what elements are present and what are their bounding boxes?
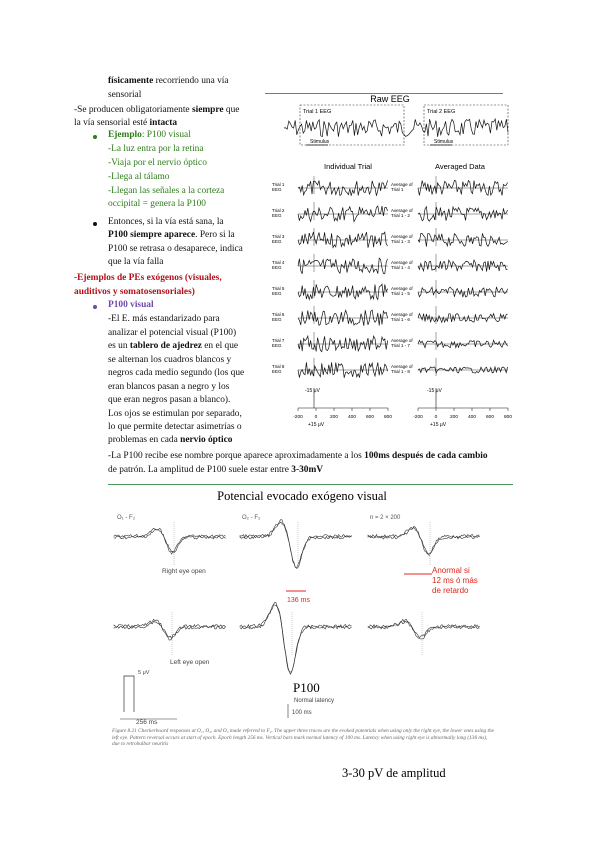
average-row-label: Trial 1 - 4 [391, 265, 410, 270]
vep-trace [240, 605, 352, 675]
p100-label: P100 visual [108, 300, 154, 310]
trial-row-label: EEG [272, 343, 282, 348]
average-row-label: Average of [391, 260, 413, 265]
trial-row-label: EEG [272, 369, 282, 374]
text-line: negros cada medio segundo (los que [108, 368, 245, 378]
average-row-label: Trial 1 - 2 [391, 213, 410, 218]
vep-trace [114, 621, 226, 640]
average-row-label: Average of [391, 208, 413, 213]
trial-row-label: Trial 4 [272, 260, 285, 265]
trial-row-label: Trial 7 [272, 338, 285, 343]
text-line: P100 siempre aparece. Pero si la [108, 230, 235, 240]
text-line: lo que permite detectar asimetrías o [108, 422, 242, 432]
scale-bottom-label: +15 μV [308, 422, 325, 428]
vep-trace [114, 528, 226, 552]
x-tick-label: 800 [503, 415, 513, 420]
trial-row-label: Trial 5 [272, 286, 285, 291]
eeg-title: Raw EEG [370, 94, 410, 104]
vep-figure [112, 486, 502, 788]
text-line: analizar el potencial visual (P100) [108, 328, 237, 338]
right-eye-label: Right eye open [162, 568, 206, 575]
average-row-label: Trial 1 - 3 [391, 239, 410, 244]
vep-trace [368, 527, 480, 555]
text-line: -Se producen obligatoriamente siempre que [74, 105, 240, 115]
text-line: problemas en cada nervio óptico [108, 435, 233, 445]
step-line: -Llega al tálamo [108, 172, 170, 182]
divider [108, 484, 513, 485]
x-tick-label: -200 [413, 415, 423, 420]
raw-eeg-trace [284, 119, 508, 137]
section-heading: auditivos y somatosensoriales) [74, 287, 195, 297]
average-row-label: Trial 1 - 8 [391, 369, 410, 374]
trial-row-label: EEG [272, 265, 282, 270]
x-tick-label: -200 [293, 415, 303, 420]
text-line: eran blancos pasan a negro y los [108, 382, 230, 392]
figure-caption: Figure 8.21 Checkerboard responses at O₁, O₂, and O₃ made referred to F₂. The upper three traces are the evoked potentials when using only the right eye, the lower ones using the left eye. Pattern reversal occurs at start of epoch. Epoch length 256 ms. Vertical bars mark normal latency of 100 ms. Latency when using right eye is abnormally long (136 ms), due to retrobulbar neuritis [112, 728, 495, 748]
section-heading: -Ejemplos de PEs exógenos (visuales, [74, 273, 222, 283]
step-line: -Llegan las señales a la corteza [108, 186, 225, 196]
text-line: -El E. más estandarizado para [108, 314, 220, 324]
calibration-pulse [124, 676, 134, 712]
x-tick-label: 200 [449, 415, 459, 420]
stimulus-label: Stimulus [434, 139, 454, 145]
average-row-label: Average of [391, 234, 413, 239]
bullet-icon [93, 305, 97, 309]
stimulus-label: Stimulus [310, 139, 330, 145]
vep-trace [368, 528, 480, 556]
average-row-label: Average of [391, 286, 413, 291]
trial-row-label: Trial 1 [272, 182, 285, 187]
ms136-label: 136 ms [287, 597, 310, 604]
bullet-icon [93, 222, 97, 226]
step-line: -La luz entra por la retina [108, 144, 204, 154]
trial-row-label: EEG [272, 239, 282, 244]
average-row-label: Trial 1 [391, 187, 404, 192]
text-line: Entonces, si la vía está sana, la [108, 217, 224, 227]
text-line: la vía sensorial esté intacta [74, 118, 178, 128]
trial1-label: Trial 1 EEG [303, 109, 332, 115]
text-line: sensorial [108, 90, 142, 100]
ms100-label: 100 ms [292, 710, 312, 716]
text-line: que la vía falla [108, 257, 164, 267]
p100-marker-label: P100 [293, 680, 320, 695]
trial-row-label: Trial 8 [272, 364, 285, 369]
bullet-icon [93, 135, 97, 139]
text-line: físicamente recorriendo una vía [108, 76, 229, 86]
x-tick-label: 600 [485, 415, 495, 420]
vep-trace [240, 602, 352, 672]
trial-row-label: EEG [272, 213, 282, 218]
scale-top-label: -15 μV [305, 388, 320, 394]
x-tick-label: 600 [365, 415, 375, 420]
trial-row-label: EEG [272, 187, 282, 192]
x-tick-label: 400 [467, 415, 477, 420]
eeg-rows [272, 176, 508, 378]
average-row-label: Average of [391, 312, 413, 317]
text-line: es un tablero de ajedrez en el que [108, 341, 239, 351]
vep-trace [240, 520, 352, 569]
vep-trace [368, 621, 480, 639]
x-tick-label: 800 [383, 415, 393, 420]
abnormal-label: Anormal si 12 ms ó más de retardo [432, 566, 478, 595]
panel-label: n = 2 × 200 [370, 515, 401, 521]
x-ticks [293, 408, 512, 420]
eeg-figure [270, 92, 513, 430]
amplitude-label: 3-30 pV de amplitud [342, 766, 446, 780]
vep-trace [114, 619, 226, 639]
step-line: -Viaja por el nervio óptico [108, 158, 207, 168]
panel-label: O₁ - F₂ [117, 515, 136, 521]
trial-row-label: Trial 3 [272, 234, 285, 239]
text-line: que eran negros pasan a blanco). [108, 395, 231, 405]
step-line: occipital = genera la P100 [108, 199, 206, 209]
trial-row-label: Trial 2 [272, 208, 285, 213]
panel-label: O₂ - F₂ [242, 515, 261, 521]
individual-trial-title: Individual Trial [324, 162, 372, 171]
scale-uv-label: 5 μV [138, 670, 150, 676]
trial-row-label: EEG [272, 291, 282, 296]
x-tick-label: 0 [434, 415, 438, 420]
left-eye-label: Left eye open [170, 659, 210, 666]
average-row-label: Trial 1 - 7 [391, 343, 410, 348]
average-row-label: Average of [391, 338, 413, 343]
average-row-label: Trial 1 - 6 [391, 317, 410, 322]
text-line: P100 se retrasa o desaparece, indica [108, 244, 243, 254]
average-row-label: Trial 1 - 5 [391, 291, 410, 296]
x-tick-label: 400 [347, 415, 357, 420]
vep-title: Potencial evocado exógeno visual [217, 489, 387, 503]
average-row-label: Average of [391, 364, 413, 369]
trial-row-label: Trial 6 [272, 312, 285, 317]
x-tick-label: 200 [329, 415, 339, 420]
text-line: se alternan los cuadros blancos y [108, 355, 232, 365]
text-line: Los ojos se estimulan por separado, [108, 409, 242, 419]
averaged-data-title: Averaged Data [435, 162, 485, 171]
ms256-label: 256 ms [136, 719, 158, 726]
trial-row-label: EEG [272, 317, 282, 322]
vep-trace [114, 529, 226, 554]
text-line: -La P100 recibe ese nombre porque aparece aproximadamente a los 100ms después de cada cambio [108, 451, 488, 461]
x-tick-label: 0 [314, 415, 318, 420]
example-heading: Ejemplo: P100 visual [108, 130, 191, 140]
vep-trace [240, 522, 352, 568]
trial2-label: Trial 2 EEG [427, 109, 456, 115]
text-line: de patrón. La amplitud de P100 suele estar entre 3-30mV [108, 465, 324, 475]
normal-latency-label: Normal latency [294, 698, 335, 704]
average-row-label: Average of [391, 182, 413, 187]
scale-top-label: -15 μV [427, 388, 442, 394]
scale-bottom-label: +15 μV [430, 422, 447, 428]
